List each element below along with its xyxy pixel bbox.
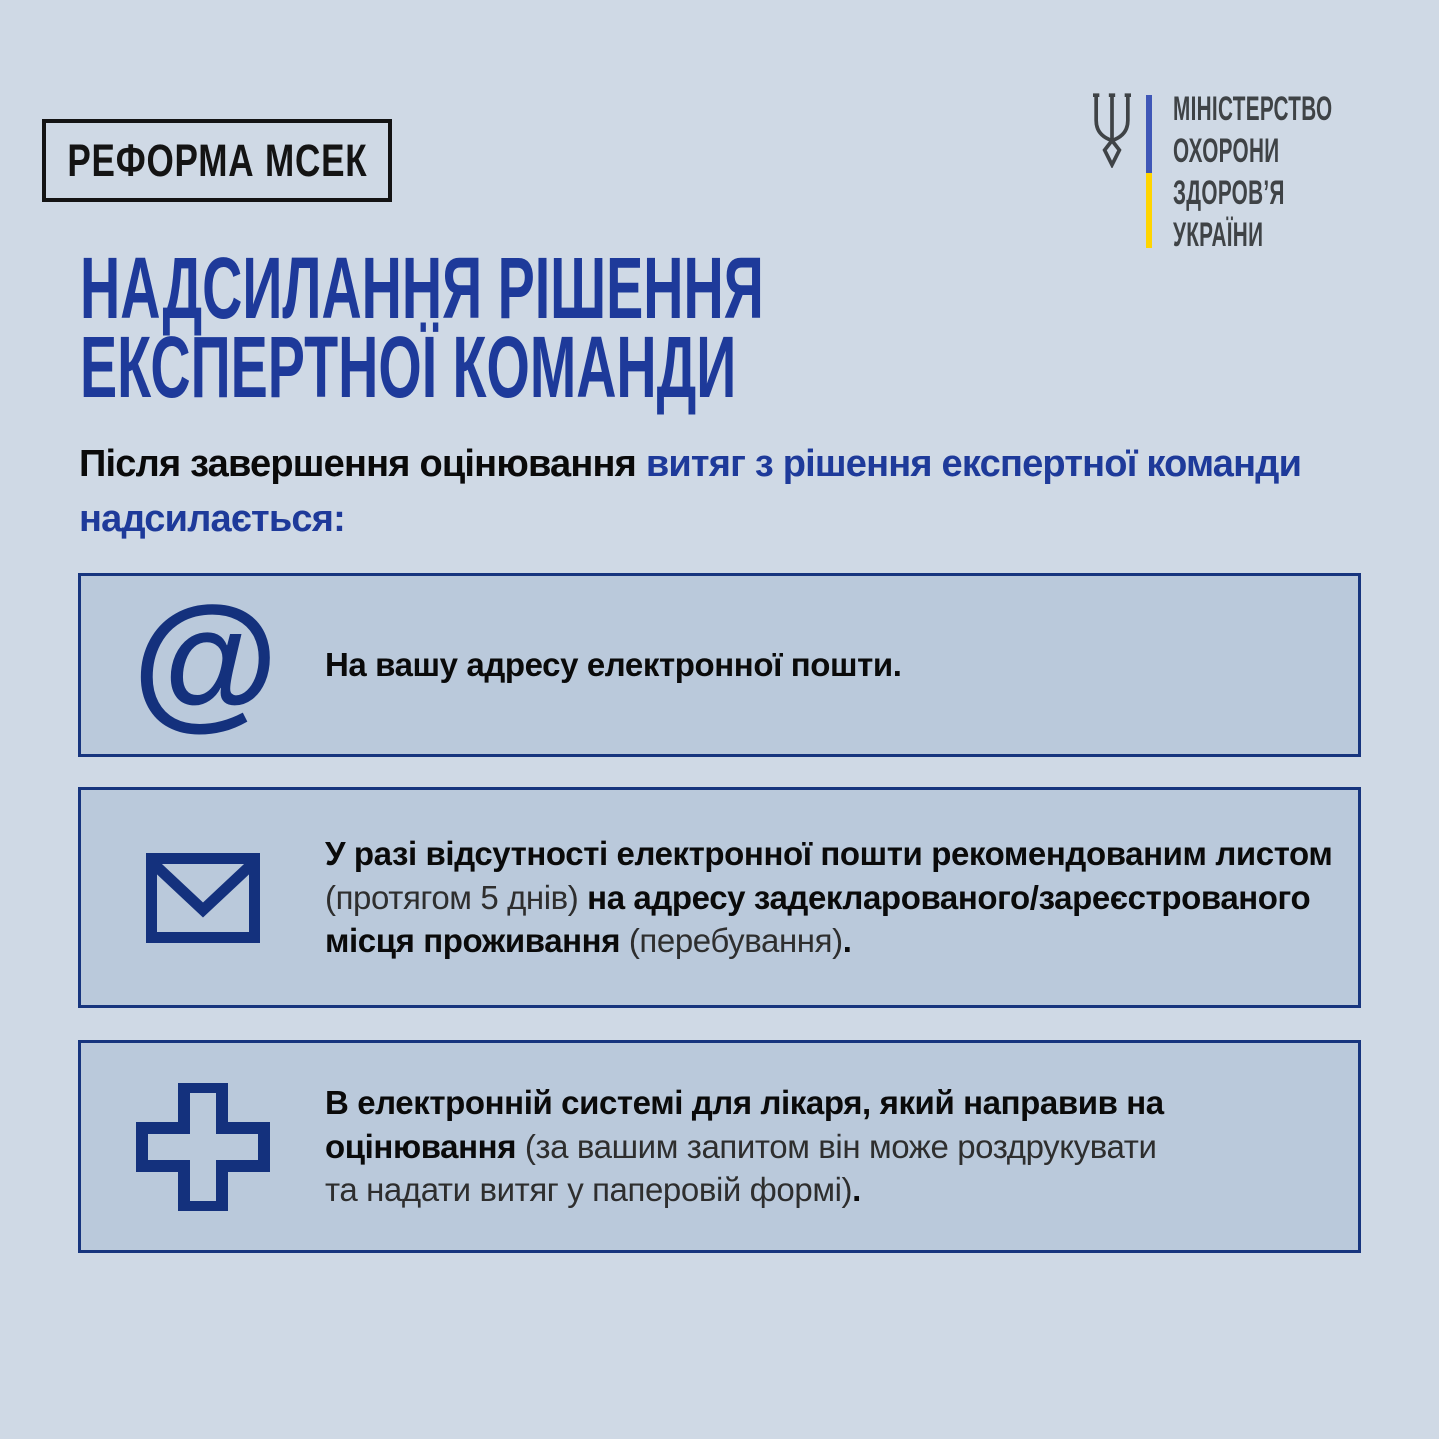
card-text-line	[325, 919, 1344, 963]
ministry-name-line-4: УКРАЇНИ	[1173, 216, 1264, 254]
trident-icon	[1088, 92, 1136, 168]
card-text-bold: На вашу адресу електронної пошти.	[325, 646, 902, 684]
intro-text-highlight: витяг з рішення експертної команди	[645, 443, 1302, 485]
email-card-text	[325, 643, 1358, 687]
at-icon: @	[129, 577, 277, 745]
intro-text-black: Після завершення оцінювання	[79, 443, 646, 485]
card-text-bold: .	[842, 922, 852, 960]
card-text-regular: та надати витяг у паперовій формі)	[325, 1171, 853, 1209]
card-text-bold: оцінювання	[325, 1127, 525, 1165]
email-card-icon-column	[81, 577, 325, 745]
card-text-regular: (за вашим запитом він може роздрукувати	[524, 1127, 1157, 1165]
letter-card-icon-column	[81, 853, 325, 943]
letter-card-text	[325, 832, 1358, 963]
badge-label: РЕФОРМА МСЕК	[66, 134, 368, 186]
card-text-regular: (протягом 5 днів)	[325, 878, 588, 916]
ehealth-card-text	[325, 1081, 1358, 1212]
ministry-name	[1173, 88, 1434, 256]
card-text-line	[325, 643, 1344, 687]
ministry-name-line-1: МІНІСТЕРСТВО	[1173, 90, 1333, 128]
flag-bar-blue	[1146, 95, 1152, 173]
card-text-bold: місця проживання	[325, 922, 629, 960]
page-title	[80, 240, 1148, 416]
card-text-bold: У разі відсутності електронної пошти рекомендованим листом	[325, 835, 1333, 873]
ehealth-card-icon-column	[81, 1083, 325, 1211]
reform-badge	[42, 119, 392, 202]
flag-bar-yellow	[1146, 173, 1152, 248]
card-text-line	[325, 1168, 1344, 1212]
ministry-name-line-2: ОХОРОНИ	[1173, 132, 1280, 170]
flag-bar	[1146, 95, 1152, 248]
registered-letter-card	[78, 787, 1361, 1008]
ministry-name-line-3: ЗДОРОВ’Я	[1173, 174, 1285, 212]
intro-line-1	[79, 437, 1301, 492]
ehealth-card	[78, 1040, 1361, 1253]
card-text-line	[325, 1081, 1344, 1125]
card-text-line	[325, 832, 1344, 876]
card-text-bold: на адресу задекларованого/зареєстрованого	[587, 878, 1311, 916]
intro-line-2: надсилається:	[79, 498, 345, 540]
title-line-2: ЕКСПЕРТНОЇ КОМАНДИ	[80, 319, 737, 416]
envelope-icon	[146, 853, 260, 943]
card-text-line	[325, 1125, 1344, 1169]
intro-paragraph	[79, 437, 1301, 547]
card-text-regular: (перебування)	[628, 922, 843, 960]
card-text-line	[325, 876, 1344, 920]
title-line-1: НАДСИЛАННЯ РІШЕННЯ	[80, 240, 764, 337]
cross-icon	[136, 1083, 270, 1211]
card-text-bold: .	[852, 1171, 861, 1209]
card-text-bold: В електронній системі для лікаря, який направив на	[325, 1084, 1164, 1122]
email-card	[78, 573, 1361, 757]
